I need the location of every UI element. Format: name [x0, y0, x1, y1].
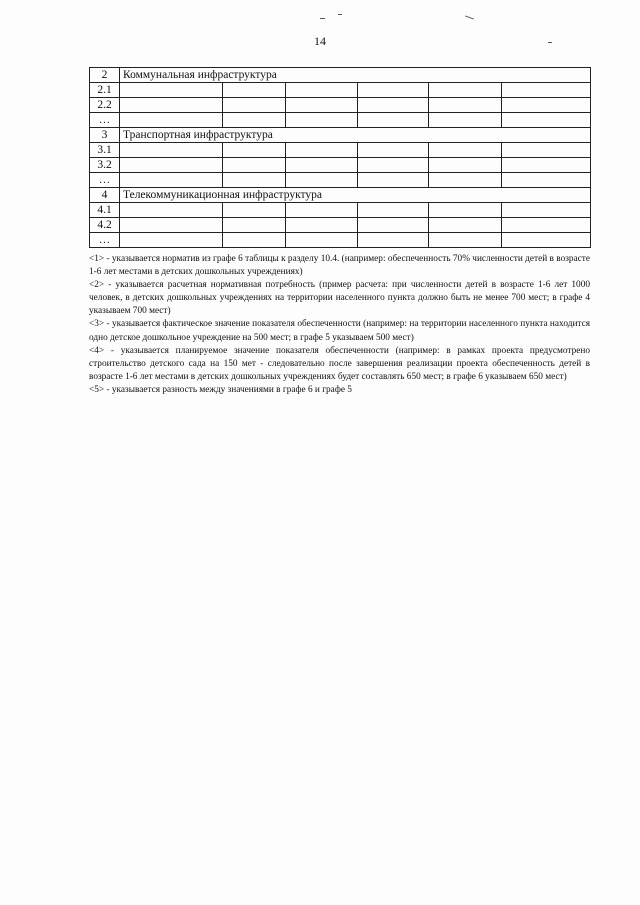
table-row: [90, 218, 591, 233]
table-cell: [286, 98, 358, 113]
table-cell: [429, 113, 502, 128]
table-cell: [358, 113, 429, 128]
table-row: [90, 83, 591, 98]
row-number: 4.2: [90, 218, 120, 233]
table-cell: [358, 83, 429, 98]
section-title-text: Коммунальная инфраструктура: [123, 68, 277, 81]
table-cell: [286, 233, 358, 248]
table-cell: [429, 173, 502, 188]
table-cell: [429, 218, 502, 233]
table-cell: [223, 158, 286, 173]
table-cell: [286, 113, 358, 128]
table-cell: [120, 218, 223, 233]
table-cell: [429, 98, 502, 113]
section-title: [120, 188, 591, 203]
table-cell: [502, 203, 591, 218]
table-row: [90, 173, 591, 188]
table-cell: [223, 83, 286, 98]
table-cell: [120, 113, 223, 128]
table-cell: [286, 158, 358, 173]
table-row: [90, 203, 591, 218]
table-row: [90, 158, 591, 173]
table-cell: [120, 173, 223, 188]
scan-artifact-mark: [320, 18, 325, 19]
section-header-row: [90, 188, 591, 203]
footnote-5: <5> - указывается разность между значениями в графе 6 и графе 5: [89, 384, 352, 395]
footnote-2: <2> - указывается расчетная нормативная потребность (пример расчета: при численности детей в возрасте 1-6 лет 1000 человек, в детских дошкольных учреждениях на территории населенного пункта должно быть не менее 700 мест; в графе 4 указываем 700 мест): [89, 280, 590, 317]
footnote-3: <3> - указывается фактическое значение показателя обеспеченности (например: на территории населенного пункта находится одно детское дошкольное учреждение на 500 мест; в графе 5 указываем 500 мест): [89, 319, 590, 343]
table-cell: [502, 158, 591, 173]
table-cell: [120, 158, 223, 173]
table-cell: [358, 173, 429, 188]
infrastructure-table: [89, 67, 591, 248]
row-number: 3.1: [90, 143, 120, 158]
row-number: 3.2: [90, 158, 120, 173]
row-number: …: [90, 173, 120, 188]
table-cell: [429, 143, 502, 158]
table-cell: [358, 203, 429, 218]
page-number: 14: [314, 34, 326, 48]
section-number: 3: [90, 128, 120, 143]
section-title: [120, 128, 591, 143]
table-cell: [502, 173, 591, 188]
section-header-row: [90, 128, 591, 143]
table-row: [90, 98, 591, 113]
table-cell: [223, 173, 286, 188]
table-cell: [223, 143, 286, 158]
table-cell: [502, 83, 591, 98]
row-number: 2.1: [90, 83, 120, 98]
table-cell: [223, 113, 286, 128]
scan-artifact-mark: [338, 14, 342, 15]
table-cell: [120, 143, 223, 158]
table-cell: [223, 233, 286, 248]
table-cell: [223, 98, 286, 113]
table-cell: [120, 203, 223, 218]
table-row: [90, 233, 591, 248]
table-cell: [429, 203, 502, 218]
table-cell: [358, 143, 429, 158]
table-cell: [286, 173, 358, 188]
table-cell: [429, 83, 502, 98]
table-cell: [286, 203, 358, 218]
section-title-text: Транспортная инфраструктура: [123, 128, 273, 141]
footnote-1: <1> - указывается норматив из графе 6 таблицы к разделу 10.4. (например: обеспеченность 70% численности детей в возрасте 1-6 лет местами в детских дошкольных учреждениях): [89, 254, 590, 278]
table-cell: [120, 83, 223, 98]
table-cell: [286, 83, 358, 98]
row-number: 2.2: [90, 98, 120, 113]
section-title: [120, 68, 591, 83]
row-number: …: [90, 113, 120, 128]
section-header-row: [90, 68, 591, 83]
table-cell: [286, 218, 358, 233]
scan-artifact-mark: [465, 15, 474, 19]
table-row: [90, 143, 591, 158]
table-cell: [502, 233, 591, 248]
table-cell: [286, 143, 358, 158]
table-cell: [429, 158, 502, 173]
table-cell: [223, 203, 286, 218]
table-row: [90, 113, 591, 128]
table-cell: [358, 98, 429, 113]
footnotes: [89, 253, 590, 397]
table-cell: [502, 113, 591, 128]
section-title-text: Телекоммуникационная инфраструктура: [123, 188, 322, 201]
table-cell: [358, 158, 429, 173]
table-cell: [502, 98, 591, 113]
row-number: 4.1: [90, 203, 120, 218]
table-cell: [429, 233, 502, 248]
footnote-4: <4> - указывается планируемое значение показателя обеспеченности (например: в рамках проекта предусмотрено строительство детского сада на 150 мет - следовательно после завершения реализации проекта обеспеченность детей в возрасте 1-6 лет местами в детских дошкольных учреждениях будет составлять 650 мест; в графе 6 указываем 650 мест): [89, 345, 590, 382]
table-cell: [358, 233, 429, 248]
table-cell: [502, 218, 591, 233]
table-cell: [120, 98, 223, 113]
table-cell: [223, 218, 286, 233]
table-cell: [502, 143, 591, 158]
section-number: 2: [90, 68, 120, 83]
table-cell: [120, 233, 223, 248]
section-number: 4: [90, 188, 120, 203]
table-cell: [358, 218, 429, 233]
row-number: …: [90, 233, 120, 248]
